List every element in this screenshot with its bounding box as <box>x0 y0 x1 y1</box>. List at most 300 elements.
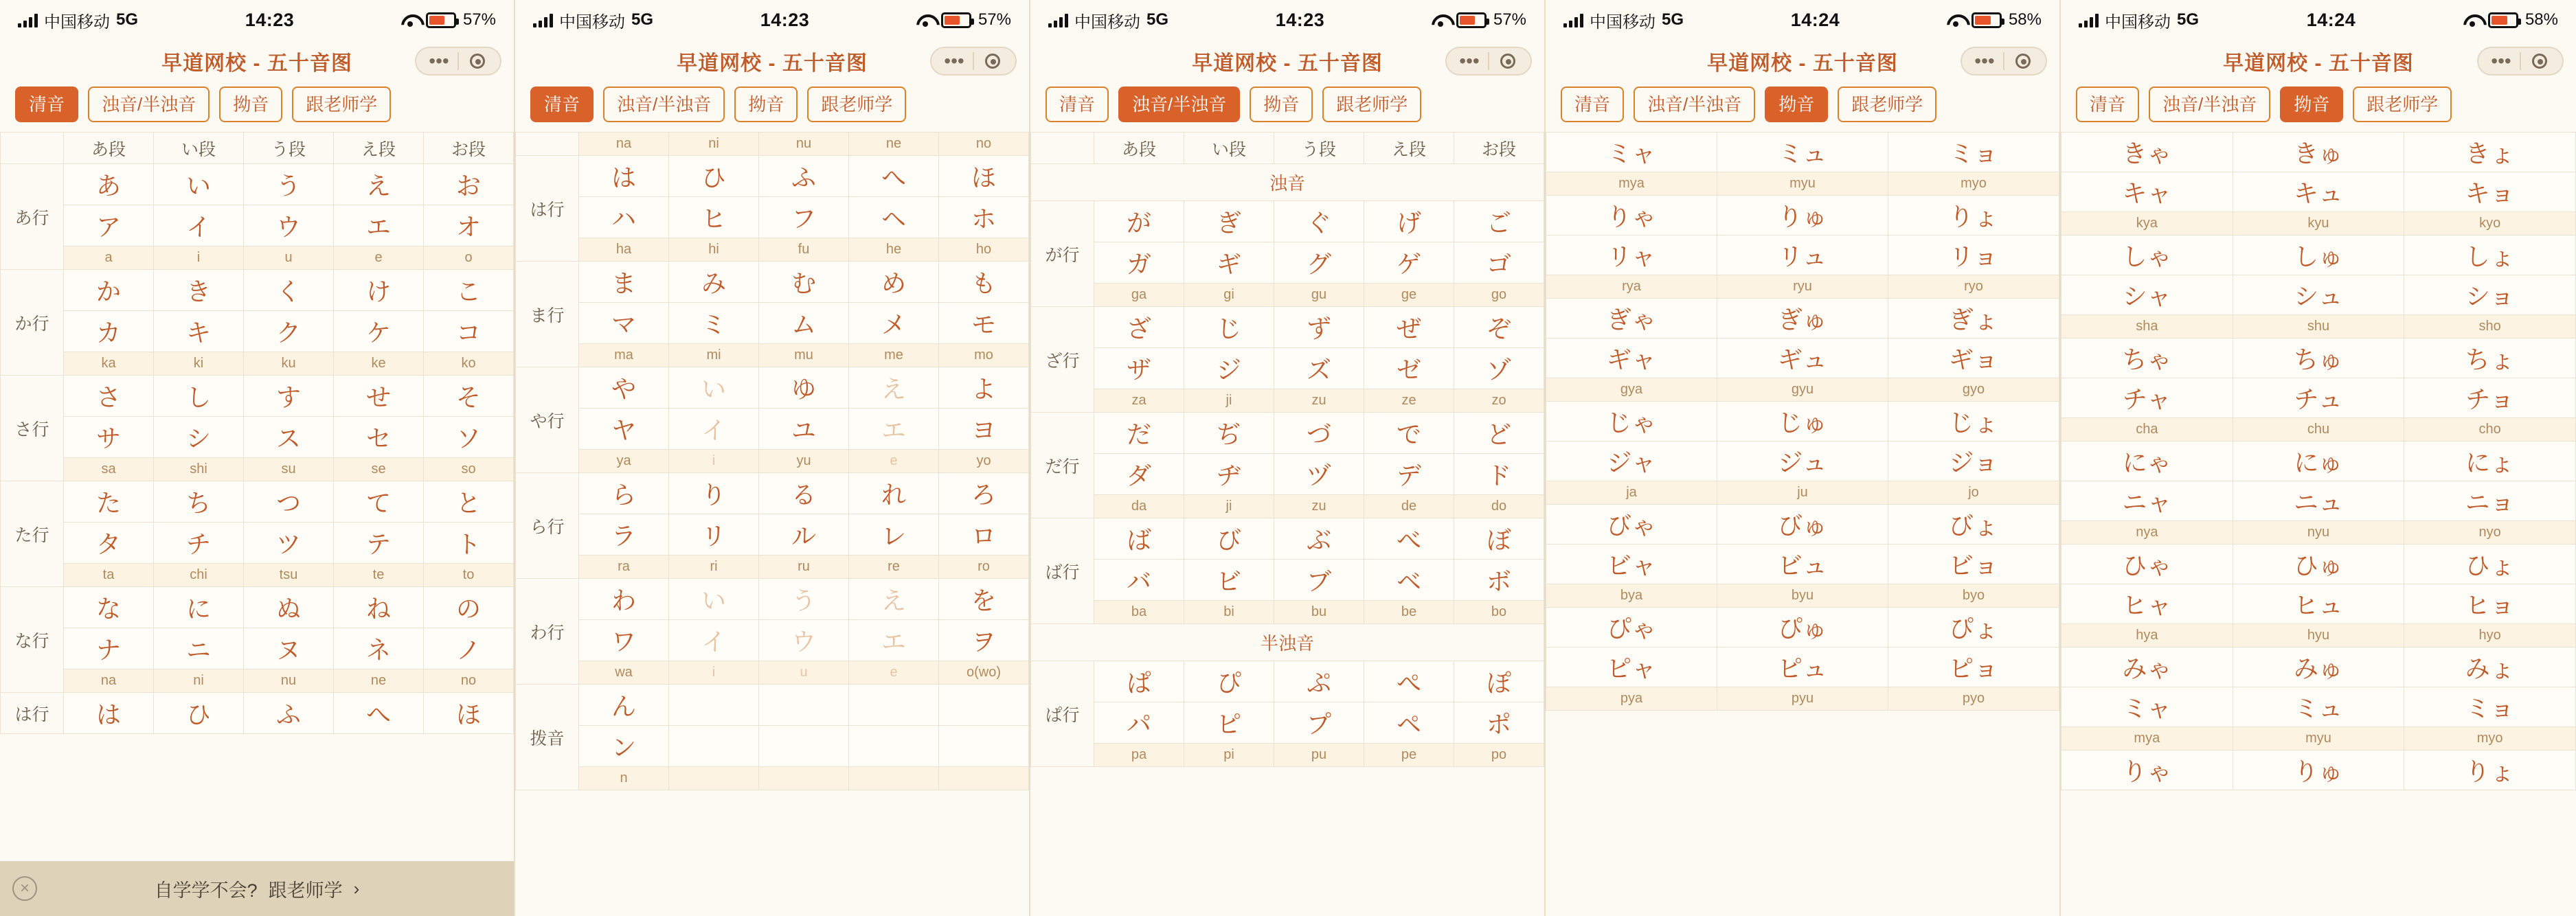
kana-cell[interactable]: ヒョ <box>2404 584 2576 624</box>
more-icon[interactable]: ••• <box>1974 50 1995 71</box>
kana-cell[interactable]: ひ <box>154 693 244 734</box>
table-row <box>1546 299 2059 339</box>
kana-cell[interactable]: シュ <box>2233 275 2404 315</box>
kana-cell[interactable]: り <box>669 473 759 514</box>
kana-cell[interactable]: つ <box>244 481 334 523</box>
kana-cell[interactable]: ミャ <box>1546 133 1717 172</box>
table-row <box>516 556 1029 579</box>
section-title-dakuon: 浊音 <box>1031 164 1544 201</box>
kana-cell[interactable]: ぢ <box>1184 413 1274 454</box>
kana-cell[interactable]: じゃ <box>1546 402 1717 442</box>
kana-cell[interactable]: だ <box>1094 413 1184 454</box>
kana-cell[interactable]: ぱ <box>1094 661 1184 702</box>
tab-teacher[interactable]: 跟老师学 <box>807 87 906 122</box>
kana-cell[interactable]: カ <box>64 311 154 352</box>
kana-cell[interactable]: べ <box>1364 518 1454 560</box>
kana-cell[interactable]: にょ <box>2404 442 2576 481</box>
kana-cell[interactable]: ベ <box>1364 560 1454 601</box>
tab-dakuon[interactable]: 浊音/半浊音 <box>1118 87 1240 122</box>
kana-cell[interactable]: は <box>579 156 669 197</box>
kana-cell[interactable]: の <box>424 587 514 628</box>
kana-cell[interactable]: ミュ <box>2233 687 2404 727</box>
kana-cell[interactable]: ぎょ <box>1888 299 2059 339</box>
kana-cell[interactable]: ス <box>244 417 334 458</box>
table-row <box>2061 275 2576 315</box>
kana-cell[interactable]: ぴ <box>1184 661 1274 702</box>
kana-cell[interactable]: ぺ <box>1364 661 1454 702</box>
kana-cell[interactable]: チ <box>154 523 244 564</box>
kana-cell[interactable]: ぎゅ <box>1717 299 1888 339</box>
tab-bar[interactable] <box>515 82 1029 132</box>
kana-cell[interactable]: ひゅ <box>2233 545 2404 584</box>
kana-cell[interactable]: ブ <box>1274 560 1364 601</box>
kana-cell[interactable]: ミョ <box>2404 687 2576 727</box>
kana-cell[interactable]: ク <box>244 311 334 352</box>
kana-cell[interactable]: ふ <box>759 156 849 197</box>
romaji-cell: na <box>64 669 154 693</box>
kana-cell[interactable]: ガ <box>1094 242 1184 284</box>
kana-cell[interactable]: バ <box>1094 560 1184 601</box>
kana-cell[interactable]: ポ <box>1454 702 1544 744</box>
kana-cell[interactable]: イ <box>154 205 244 247</box>
kana-cell[interactable]: じゅ <box>1717 402 1888 442</box>
kana-cell[interactable]: ぎ <box>1184 201 1274 242</box>
romaji-cell: chu <box>2233 418 2404 442</box>
kana-cell[interactable]: パ <box>1094 702 1184 744</box>
more-icon[interactable]: ••• <box>429 50 449 71</box>
romaji-cell: hi <box>669 238 759 262</box>
kana-cell[interactable]: し <box>154 376 244 417</box>
kana-cell[interactable]: ネ <box>334 628 424 669</box>
kana-cell[interactable]: た <box>64 481 154 523</box>
kana-cell[interactable]: セ <box>334 417 424 458</box>
kana-cell[interactable]: シャ <box>2061 275 2233 315</box>
window-controls[interactable] <box>2477 47 2564 76</box>
window-controls[interactable] <box>1961 47 2047 76</box>
kana-cell[interactable]: ニャ <box>2061 481 2233 521</box>
kana-cell[interactable]: ニョ <box>2404 481 2576 521</box>
kana-cell[interactable]: せ <box>334 376 424 417</box>
kana-cell[interactable]: キュ <box>2233 172 2404 212</box>
kana-cell[interactable]: ご <box>1454 201 1544 242</box>
romaji-cell: ka <box>64 352 154 376</box>
kana-cell[interactable]: ん <box>579 685 669 726</box>
target-icon[interactable] <box>459 54 496 69</box>
kana-cell[interactable]: きょ <box>2404 133 2576 172</box>
kana-cell[interactable]: な <box>64 587 154 628</box>
kana-cell[interactable]: ウ <box>244 205 334 247</box>
kana-cell[interactable]: ヨ <box>939 409 1029 450</box>
kana-cell[interactable]: みょ <box>2404 648 2576 687</box>
target-icon[interactable] <box>2521 54 2558 69</box>
kana-cell[interactable]: しゃ <box>2061 236 2233 275</box>
col-head-e: え段 <box>334 133 424 164</box>
window-controls[interactable] <box>930 47 1017 76</box>
kana-cell[interactable]: ね <box>334 587 424 628</box>
kana-cell[interactable]: リョ <box>1888 236 2059 275</box>
kana-cell[interactable]: しゅ <box>2233 236 2404 275</box>
kana-cell[interactable]: ワ <box>579 620 669 661</box>
romaji-cell: e <box>334 247 424 270</box>
clock: 14:23 <box>760 9 810 30</box>
kana-cell[interactable]: ギ <box>1184 242 1274 284</box>
kana-cell[interactable]: ほ <box>939 156 1029 197</box>
kana-cell[interactable]: メ <box>849 303 939 344</box>
kana-cell[interactable]: ユ <box>759 409 849 450</box>
kana-cell[interactable]: シ <box>154 417 244 458</box>
romaji-cell: ya <box>579 450 669 473</box>
kana-cell[interactable]: ナ <box>64 628 154 669</box>
kana-cell[interactable]: ツ <box>244 523 334 564</box>
kana-cell[interactable]: い <box>154 164 244 205</box>
romaji-cell: gyo <box>1888 378 2059 402</box>
kana-cell[interactable]: と <box>424 481 514 523</box>
kana-cell[interactable]: ビ <box>1184 560 1274 601</box>
kana-cell[interactable]: ピョ <box>1888 648 2059 687</box>
tab-youon[interactable]: 拗音 <box>1250 87 1313 122</box>
kana-cell[interactable]: りゅ <box>2233 751 2404 790</box>
romaji-cell: mo <box>939 344 1029 367</box>
window-controls[interactable] <box>415 47 501 76</box>
kana-cell[interactable]: び <box>1184 518 1274 560</box>
kana-cell[interactable]: が <box>1094 201 1184 242</box>
kana-cell[interactable]: ぜ <box>1364 307 1454 348</box>
kana-cell[interactable]: ル <box>759 514 849 556</box>
kana-cell[interactable]: ジ <box>1184 348 1274 389</box>
kana-cell[interactable]: え <box>334 164 424 205</box>
kana-cell[interactable]: プ <box>1274 702 1364 744</box>
kana-cell[interactable]: ジョ <box>1888 442 2059 481</box>
romaji-cell: su <box>244 458 334 481</box>
kana-cell[interactable]: ち <box>154 481 244 523</box>
kana-cell[interactable]: に <box>154 587 244 628</box>
kana-cell[interactable]: へ <box>334 693 424 734</box>
kana-cell[interactable]: みゃ <box>2061 648 2233 687</box>
kana-cell[interactable]: ど <box>1454 413 1544 454</box>
kana-cell[interactable]: ヲ <box>939 620 1029 661</box>
kana-cell[interactable]: ム <box>759 303 849 344</box>
kana-cell[interactable]: ケ <box>334 311 424 352</box>
kana-cell[interactable]: ジャ <box>1546 442 1717 481</box>
kana-cell[interactable]: ろ <box>939 473 1029 514</box>
kana-cell[interactable]: け <box>334 270 424 311</box>
tab-teacher[interactable]: 跟老师学 <box>1838 87 1936 122</box>
wifi-icon <box>916 13 934 27</box>
kana-cell[interactable]: ショ <box>2404 275 2576 315</box>
kana-cell[interactable]: ビョ <box>1888 545 2059 584</box>
kana-cell[interactable]: テ <box>334 523 424 564</box>
kana-cell[interactable]: む <box>759 262 849 303</box>
tab-dakuon[interactable]: 浊音/半浊音 <box>1634 87 1755 122</box>
kana-cell[interactable]: チャ <box>2061 378 2233 418</box>
tab-seion[interactable]: 清音 <box>15 87 78 122</box>
kana-cell[interactable]: ヒュ <box>2233 584 2404 624</box>
kana-cell[interactable]: ミュ <box>1717 133 1888 172</box>
kana-cell[interactable]: レ <box>849 514 939 556</box>
romaji-cell: hyo <box>2404 624 2576 648</box>
kana-cell[interactable]: さ <box>64 376 154 417</box>
kana-cell[interactable]: ず <box>1274 307 1364 348</box>
more-icon[interactable]: ••• <box>2491 50 2511 71</box>
kana-cell[interactable]: ダ <box>1094 454 1184 495</box>
tab-youon[interactable]: 拗音 <box>734 87 798 122</box>
kana-cell[interactable]: りょ <box>2404 751 2576 790</box>
romaji-cell: ne <box>334 669 424 693</box>
kana-cell[interactable]: ト <box>424 523 514 564</box>
tab-seion[interactable]: 清音 <box>530 87 594 122</box>
promo-link[interactable]: 跟老师学 <box>268 880 343 901</box>
kana-cell[interactable]: ギョ <box>1888 339 2059 378</box>
kana-cell[interactable]: め <box>849 262 939 303</box>
kana-cell[interactable]: て <box>334 481 424 523</box>
kana-cell[interactable]: ア <box>64 205 154 247</box>
kana-cell[interactable]: ぎゃ <box>1546 299 1717 339</box>
kana-cell[interactable]: みゅ <box>2233 648 2404 687</box>
romaji-cell-empty <box>669 767 759 790</box>
signal-bars-icon <box>2079 12 2099 27</box>
kana-cell[interactable]: チョ <box>2404 378 2576 418</box>
kana-cell[interactable]: そ <box>424 376 514 417</box>
kana-cell[interactable]: ら <box>579 473 669 514</box>
kana-cell[interactable]: ぽ <box>1454 661 1544 702</box>
tab-dakuon[interactable]: 浊音/半浊音 <box>88 87 210 122</box>
tab-seion[interactable]: 清音 <box>1561 87 1624 122</box>
kana-cell[interactable]: びゃ <box>1546 505 1717 545</box>
kana-cell[interactable]: ぴょ <box>1888 608 2059 648</box>
kana-cell[interactable]: ペ <box>1364 702 1454 744</box>
kana-cell[interactable]: ボ <box>1454 560 1544 601</box>
romaji-cell: i <box>669 661 759 685</box>
kana-cell[interactable]: フ <box>759 197 849 238</box>
kana-cell[interactable]: ザ <box>1094 348 1184 389</box>
kana-cell[interactable]: ぬ <box>244 587 334 628</box>
kana-cell[interactable]: る <box>759 473 849 514</box>
kana-cell[interactable]: タ <box>64 523 154 564</box>
kana-cell[interactable]: ぐ <box>1274 201 1364 242</box>
romaji-cell: na <box>579 133 669 156</box>
target-icon[interactable] <box>974 54 1011 69</box>
kana-cell[interactable]: びゅ <box>1717 505 1888 545</box>
kana-cell[interactable]: へ <box>849 156 939 197</box>
kana-cell[interactable]: オ <box>424 205 514 247</box>
kana-cell[interactable]: ソ <box>424 417 514 458</box>
kana-cell[interactable]: ゲ <box>1364 242 1454 284</box>
kana-cell[interactable]: きゅ <box>2233 133 2404 172</box>
table-row <box>2061 481 2576 521</box>
kana-cell[interactable]: で <box>1364 413 1454 454</box>
kana-cell[interactable]: ヂ <box>1184 454 1274 495</box>
kana-cell[interactable]: げ <box>1364 201 1454 242</box>
tab-teacher[interactable]: 跟老师学 <box>292 87 391 122</box>
kana-cell[interactable]: じょ <box>1888 402 2059 442</box>
tab-youon[interactable]: 拗音 <box>2280 87 2343 122</box>
kana-cell[interactable]: しょ <box>2404 236 2576 275</box>
more-icon[interactable]: ••• <box>944 50 964 71</box>
kana-cell[interactable]: こ <box>424 270 514 311</box>
kana-cell[interactable]: ニュ <box>2233 481 2404 521</box>
kana-cell[interactable]: ビャ <box>1546 545 1717 584</box>
kana-cell[interactable]: コ <box>424 311 514 352</box>
tab-teacher[interactable]: 跟老师学 <box>2353 87 2452 122</box>
kana-cell[interactable]: み <box>669 262 759 303</box>
more-icon[interactable]: ••• <box>1459 50 1480 71</box>
kana-cell[interactable]: ぶ <box>1274 518 1364 560</box>
table-row <box>2061 751 2576 790</box>
kana-cell[interactable]: ほ <box>424 693 514 734</box>
kana-cell[interactable]: ゆ <box>759 367 849 409</box>
kana-cell[interactable]: ハ <box>579 197 669 238</box>
kana-cell[interactable]: ヒャ <box>2061 584 2233 624</box>
kana-cell[interactable]: う <box>244 164 334 205</box>
battery-icon <box>426 12 456 28</box>
romaji-cell: myu <box>2233 727 2404 751</box>
kana-cell[interactable]: を <box>939 579 1029 620</box>
close-icon[interactable]: × <box>12 876 37 901</box>
kana-cell[interactable]: ミョ <box>1888 133 2059 172</box>
kana-cell[interactable]: ヌ <box>244 628 334 669</box>
kana-cell-empty <box>669 685 759 726</box>
kana-cell[interactable]: ひゃ <box>2061 545 2233 584</box>
kana-cell[interactable]: ニ <box>154 628 244 669</box>
kana-cell[interactable]: グ <box>1274 242 1364 284</box>
kana-cell[interactable]: ちゃ <box>2061 339 2233 378</box>
row-label-za: ざ行 <box>1031 307 1094 413</box>
kana-cell[interactable]: く <box>244 270 334 311</box>
kana-cell[interactable]: ゴ <box>1454 242 1544 284</box>
kana-cell[interactable]: す <box>244 376 334 417</box>
tab-bar[interactable] <box>1546 82 2059 132</box>
kana-cell[interactable]: き <box>154 270 244 311</box>
kana-cell[interactable]: や <box>579 367 669 409</box>
kana-cell[interactable]: ジュ <box>1717 442 1888 481</box>
kana-cell[interactable]: サ <box>64 417 154 458</box>
kana-cell[interactable]: ヒ <box>669 197 759 238</box>
kana-cell[interactable]: ま <box>579 262 669 303</box>
kana-cell[interactable]: エ <box>334 205 424 247</box>
tab-seion[interactable]: 清音 <box>2076 87 2139 122</box>
kana-cell[interactable]: リャ <box>1546 236 1717 275</box>
tab-bar[interactable] <box>0 82 514 132</box>
phone-screen-2 <box>515 0 1030 916</box>
tab-dakuon[interactable]: 浊音/半浊音 <box>2149 87 2270 122</box>
kana-cell[interactable]: お <box>424 164 514 205</box>
tab-seion[interactable]: 清音 <box>1046 87 1109 122</box>
target-icon[interactable] <box>2004 54 2042 69</box>
kana-cell[interactable]: は <box>64 693 154 734</box>
kana-cell[interactable]: ひょ <box>2404 545 2576 584</box>
kana-cell[interactable]: ぞ <box>1454 307 1544 348</box>
kana-cell[interactable]: ちょ <box>2404 339 2576 378</box>
tab-youon[interactable]: 拗音 <box>219 87 282 122</box>
kana-cell[interactable]: れ <box>849 473 939 514</box>
kana-cell[interactable]: びょ <box>1888 505 2059 545</box>
romaji-cell: de <box>1364 495 1454 518</box>
target-icon[interactable] <box>1489 54 1526 69</box>
kana-cell[interactable]: ン <box>579 726 669 767</box>
tab-bar[interactable] <box>1030 82 1544 132</box>
tab-dakuon[interactable]: 浊音/半浊音 <box>603 87 725 122</box>
kana-cell[interactable]: りゃ <box>2061 751 2233 790</box>
kana-cell[interactable]: ぴゃ <box>1546 608 1717 648</box>
kana-cell[interactable]: ヤ <box>579 409 669 450</box>
kana-cell[interactable]: ノ <box>424 628 514 669</box>
kana-cell[interactable]: ギュ <box>1717 339 1888 378</box>
kana-cell[interactable]: ミ <box>669 303 759 344</box>
romaji-cell: so <box>424 458 514 481</box>
kana-cell[interactable]: ひ <box>669 156 759 197</box>
kana-cell[interactable]: キャ <box>2061 172 2233 212</box>
kana-cell[interactable]: ド <box>1454 454 1544 495</box>
kana-cell[interactable]: ぴゅ <box>1717 608 1888 648</box>
kana-cell[interactable]: リ <box>669 514 759 556</box>
kana-cell[interactable]: ふ <box>244 693 334 734</box>
kana-cell[interactable]: ピ <box>1184 702 1274 744</box>
kana-table-1 <box>0 132 514 873</box>
kana-cell[interactable]: ば <box>1094 518 1184 560</box>
kana-cell[interactable]: リュ <box>1717 236 1888 275</box>
kana-cell[interactable]: りゅ <box>1717 196 1888 236</box>
table-row <box>1 417 514 458</box>
kana-cell[interactable]: ピャ <box>1546 648 1717 687</box>
kana-cell[interactable]: にゃ <box>2061 442 2233 481</box>
kana-cell[interactable]: あ <box>64 164 154 205</box>
kana-cell[interactable]: ちゅ <box>2233 339 2404 378</box>
kana-cell[interactable]: きゃ <box>2061 133 2233 172</box>
kana-cell[interactable]: よ <box>939 367 1029 409</box>
kana-cell[interactable]: ピュ <box>1717 648 1888 687</box>
kana-cell[interactable]: モ <box>939 303 1029 344</box>
kana-cell[interactable]: キ <box>154 311 244 352</box>
kana-cell[interactable]: キョ <box>2404 172 2576 212</box>
table-row <box>2061 172 2576 212</box>
tab-teacher[interactable]: 跟老师学 <box>1322 87 1421 122</box>
tab-bar[interactable] <box>2061 82 2576 132</box>
tab-youon[interactable]: 拗音 <box>1765 87 1828 122</box>
kana-cell[interactable]: も <box>939 262 1029 303</box>
kana-cell[interactable]: りょ <box>1888 196 2059 236</box>
romaji-cell: e <box>849 450 939 473</box>
kana-cell[interactable]: ズ <box>1274 348 1364 389</box>
kana-cell[interactable]: か <box>64 270 154 311</box>
kana-cell[interactable]: ゼ <box>1364 348 1454 389</box>
table-row <box>2061 339 2576 378</box>
kana-cell[interactable]: ヅ <box>1274 454 1364 495</box>
promo-banner[interactable] <box>0 861 514 916</box>
kana-cell[interactable]: ゾ <box>1454 348 1544 389</box>
kana-cell[interactable]: ホ <box>939 197 1029 238</box>
table-row <box>516 620 1029 661</box>
kana-cell[interactable]: ギャ <box>1546 339 1717 378</box>
kana-cell[interactable]: ぷ <box>1274 661 1364 702</box>
window-controls[interactable] <box>1445 47 1532 76</box>
kana-cell[interactable]: チュ <box>2233 378 2404 418</box>
kana-cell[interactable]: ビュ <box>1717 545 1888 584</box>
kana-cell[interactable]: ぼ <box>1454 518 1544 560</box>
kana-cell[interactable]: にゅ <box>2233 442 2404 481</box>
kana-cell[interactable]: じ <box>1184 307 1274 348</box>
kana-cell[interactable]: ロ <box>939 514 1029 556</box>
kana-cell[interactable]: りゃ <box>1546 196 1717 236</box>
kana-cell[interactable]: わ <box>579 579 669 620</box>
kana-cell[interactable]: マ <box>579 303 669 344</box>
kana-cell[interactable]: ざ <box>1094 307 1184 348</box>
kana-cell[interactable]: ラ <box>579 514 669 556</box>
table-row <box>1031 661 1544 702</box>
kana-cell[interactable]: づ <box>1274 413 1364 454</box>
kana-cell[interactable]: ヘ <box>849 197 939 238</box>
kana-cell[interactable]: デ <box>1364 454 1454 495</box>
kana-cell[interactable]: ミャ <box>2061 687 2233 727</box>
